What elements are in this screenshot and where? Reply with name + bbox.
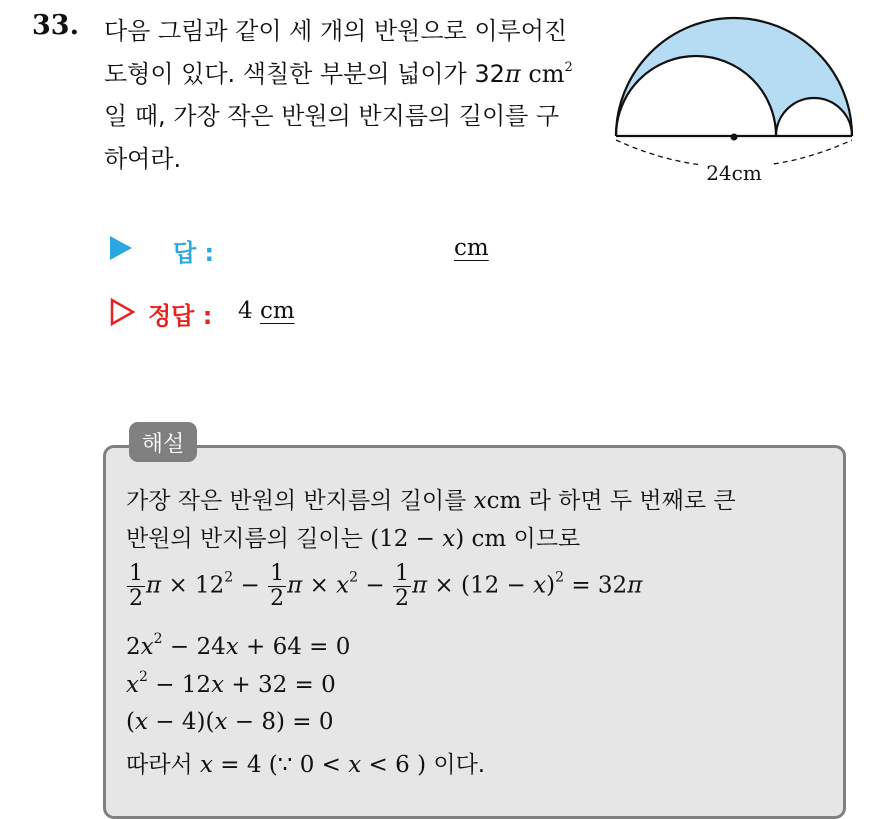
outline-triangle-icon <box>110 298 136 326</box>
shaded-region <box>616 18 852 136</box>
diameter-label: 24cm <box>706 161 762 185</box>
question-line-2: 도형이 있다. 색칠한 부분의 넓이가 32π $cm^2$ <box>104 59 573 88</box>
fraction-half: $\frac{1}{2}$ <box>129 561 143 611</box>
play-triangle-icon <box>110 236 132 260</box>
question-line-1: 다음 그림과 같이 세 개의 반원으로 이루어진 <box>104 17 568 45</box>
center-dot <box>731 134 738 141</box>
solution-equation-3: $x^2 - 12x + 32 = 0$ <box>126 669 336 698</box>
correct-answer-value: 4 cm <box>238 298 295 324</box>
correct-answer-label: 정답 : <box>148 302 213 330</box>
question-text <box>104 10 592 180</box>
solution-conclusion: 따라서 x = 4 (∵ 0 < x < 6 ) 이다. <box>126 752 486 778</box>
answer-unit: cm <box>454 235 489 261</box>
fraction-half: $\frac{1}{2}$ <box>394 561 409 611</box>
solution-equation-4: (x − 4)(x − 8) = 0 <box>126 709 334 735</box>
question-line-4: 하여라. <box>104 144 182 173</box>
question-line-3: 일 때, 가장 작은 반원의 반지름의 길이를 구 <box>104 102 560 130</box>
question-number: 33. <box>32 10 79 41</box>
solution-tab: 해설 <box>129 422 197 462</box>
semicircle-figure <box>606 16 858 196</box>
solution-line-1: 가장 작은 반원의 반지름의 길이를 xcm 라 하면 두 번째로 큰 <box>126 488 736 514</box>
solution-line-2: 반원의 반지름의 길이는 (12 − x) cm 이므로 <box>126 526 581 552</box>
fraction-half: $\frac{1}{2}$ <box>270 561 285 611</box>
solution-equation-1: $\frac{1}{2}$ $\pi \times 12^2$ − $\frac{1}{2}$ $\pi \times x^2$ − $\frac{1}{2}$ $\pi \times (12 - x)^2 = 32\pi$ <box>129 561 643 611</box>
answer-label: 답 : <box>173 239 215 267</box>
solution-equation-2: $2x^2 - 24x + 64 = 0$ <box>126 631 351 660</box>
